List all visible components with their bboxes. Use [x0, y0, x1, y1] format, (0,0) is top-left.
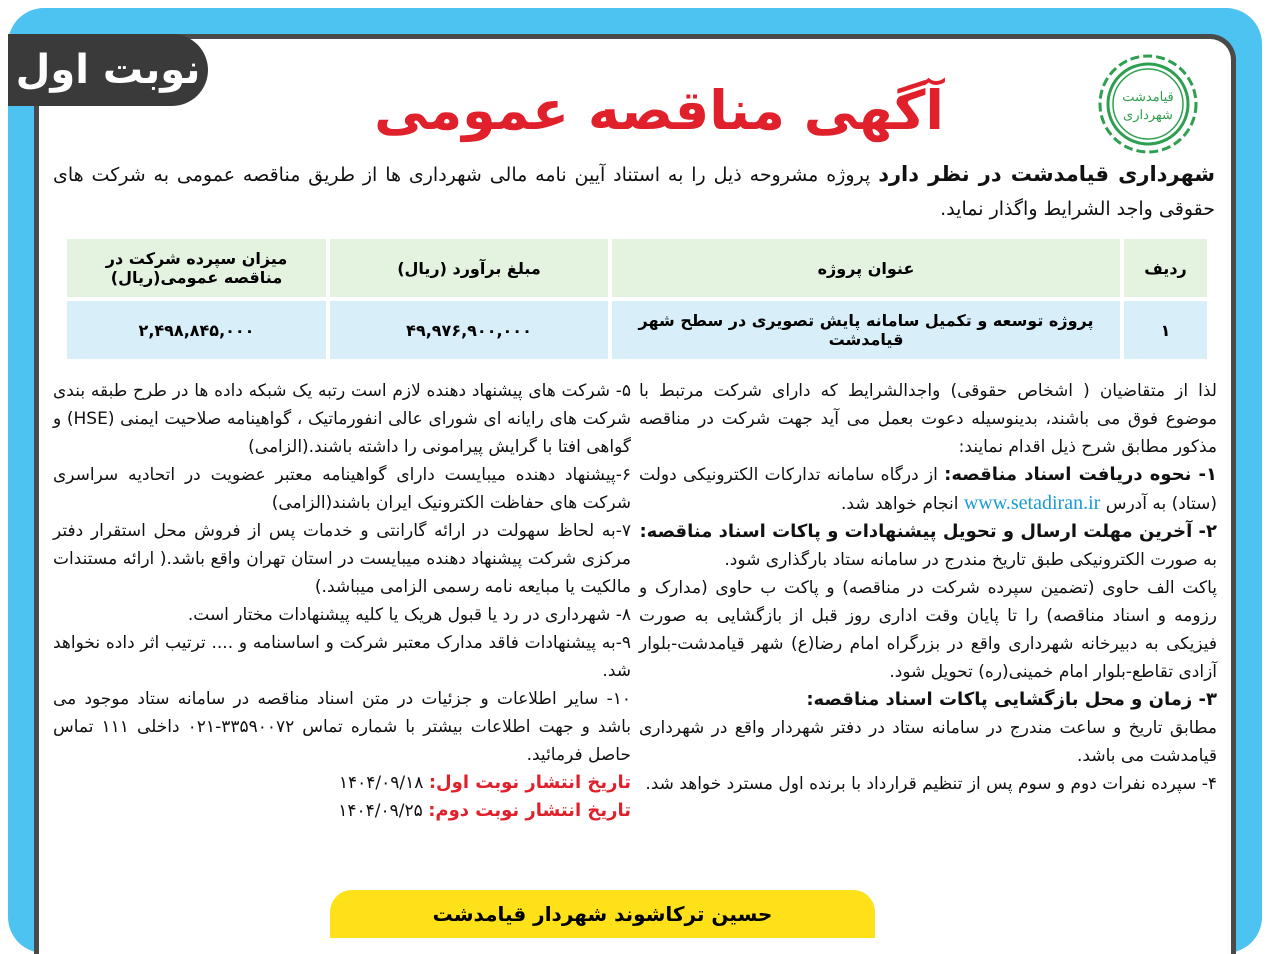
item-3-heading: ۳- زمان و محل بازگشایی پاکات اسناد مناقصه:	[806, 689, 1217, 710]
notice-card	[34, 34, 1236, 954]
item-2-text-a: به صورت الکترونیکی طبق تاریخ مندرج در سامانه ستاد بارگذاری شود.	[724, 550, 1217, 570]
col-estimate: مبلغ برآورد (ریال)	[330, 239, 608, 297]
col-deposit: میزان سپرده شرکت در مناقصه عمومی(ریال)	[67, 239, 326, 297]
item-6: ۶-پیشنهاد دهنده میبایست دارای گواهینامه معتبر عضویت در اتحادیه سراسری شرکت های حفاظت الکترونیک ایران باشند(الزامی)	[53, 465, 631, 513]
publish-date-2	[53, 797, 631, 825]
item-5: ۵- شرکت های پیشنهاد دهنده لازم است رتبه یک شبکه داده ها در طرح طبقه بندی شرکت های رایانه ای شورای عالی انفورماتیک ، گواهینامه صلاحیت ایمنی (HSE) و گواهی افتا با گرایش پیرامونی را داشته باشند.(الزامی)	[53, 381, 631, 457]
col-row: ردیف	[1124, 239, 1207, 297]
setadiran-link[interactable]: www.setadiran.ir	[963, 492, 1101, 514]
publish-date-2-label: تاریخ انتشار نوبت دوم:	[428, 800, 631, 821]
item-3-text: مطابق تاریخ و ساعت مندرج در سامانه ستاد در دفتر شهردار واقع در شهرداری قیامدشت می باشد.	[639, 718, 1217, 766]
cell-row: ۱	[1124, 301, 1207, 359]
item-4: ۴- سپرده نفرات دوم و سوم پس از تنظیم قرارداد با برنده اول مسترد خواهد شد.	[645, 774, 1217, 794]
page-title: آگهی مناقصه عمومی	[374, 79, 944, 142]
right-column	[639, 377, 1217, 798]
publish-date-1-value: ۱۴۰۴/۰۹/۱۸	[338, 773, 424, 793]
cell-deposit: ۲,۴۹۸,۸۴۵,۰۰۰	[67, 301, 326, 359]
svg-text:شهرداری: شهرداری	[1123, 108, 1173, 123]
intro-bold: شهرداری قیامدشت در نظر دارد	[878, 162, 1216, 186]
intro-paragraph	[53, 157, 1215, 226]
publish-date-1-label: تاریخ انتشار نوبت اول:	[428, 772, 631, 793]
left-column	[53, 377, 631, 825]
cell-estimate: ۴۹,۹۷۶,۹۰۰,۰۰۰	[330, 301, 608, 359]
signature-footer: حسین ترکاشوند شهردار قیامدشت	[330, 890, 875, 938]
table-header-row	[67, 239, 1207, 297]
round-badge: نوبت اول	[8, 34, 208, 106]
publish-date-2-value: ۱۴۰۴/۰۹/۲۵	[338, 801, 423, 821]
item-1-text-end: انجام خواهد شد.	[841, 494, 964, 514]
publish-date-1	[53, 769, 631, 797]
svg-text:قیامدشت: قیامدشت	[1122, 90, 1174, 105]
item-7: ۷-به لحاظ سهولت در ارائه گارانتی و خدمات پس از فروش محل استقرار دفتر مرکزی شرکت پیشنهاد دهنده میبایست در استان تهران واقع باشد.( ارائه مستندات مالکیت یا مبایعه نامه رسمی الزامی میباشد.)	[53, 521, 631, 597]
item-2-heading: ۲- آخرین مهلت ارسال و تحویل پیشنهادات و پاکات اسناد مناقصه:	[639, 521, 1217, 542]
col-title: عنوان پروژه	[612, 239, 1120, 297]
item-1	[639, 461, 1217, 518]
table-row	[67, 301, 1207, 359]
item-8: ۸- شهرداری در رد یا قبول هریک یا کلیه پیشنهادات مختار است.	[187, 605, 631, 625]
item-2-text-b: پاکت الف حاوی (تضمین سپرده شرکت در مناقصه) و پاکت ب حاوی (مدارک و رزومه و اسناد مناقصه) را تا پایان وقت اداری روز قبل از بازگشایی به صورت فیزیکی به دبیرخانه شهرداری واقع در بزرگراه امام رضا(ع) شهر قیامدشت-بلوار آزادی تقاطع-بلوار امام خمینی(ره) تحویل شود.	[639, 578, 1217, 682]
project-table	[63, 235, 1211, 363]
item-1-text: از درگاه سامانه تدارکات الکترونیکی دولت (ستاد) به آدرس	[639, 465, 1217, 514]
item-9: ۹-به پیشنهادات فاقد مدارک معتبر شرکت و اساسنامه و .... ترتیب اثر داده نخواهد شد.	[53, 633, 631, 681]
cell-title: پروژه توسعه و تکمیل سامانه پایش تصویری در سطح شهر قیامدشت	[612, 301, 1120, 359]
intro-text: پروژه مشروحه ذیل را به استناد آیین نامه مالی شهرداری ها از طریق مناقصه عمومی به شرکت های حقوقی واجد الشرایط واگذار نماید.	[53, 164, 1215, 220]
item-10: ۱۰- سایر اطلاعات و جزئیات در متن اسناد مناقصه در سامانه ستاد موجود می باشد و جهت اطلاعات بیشتر با شماره تماس ۳۳۵۹۰۰۷۲-۰۲۱ داخلی ۱۱۱ تماس حاصل فرمائید.	[53, 689, 631, 765]
municipality-logo	[1093, 49, 1203, 159]
item-1-heading: ۱- نحوه دریافت اسناد مناقصه:	[944, 464, 1217, 485]
invitation-text: لذا از متقاضیان ( اشخاص حقوقی) واجدالشرایط که دارای شرکت مرتبط با موضوع فوق می باشند، بدینوسیله دعوت بعمل می آید جهت شرکت در مناقصه مذکور مطابق شرح ذیل اقدام نمایند:	[639, 381, 1217, 457]
